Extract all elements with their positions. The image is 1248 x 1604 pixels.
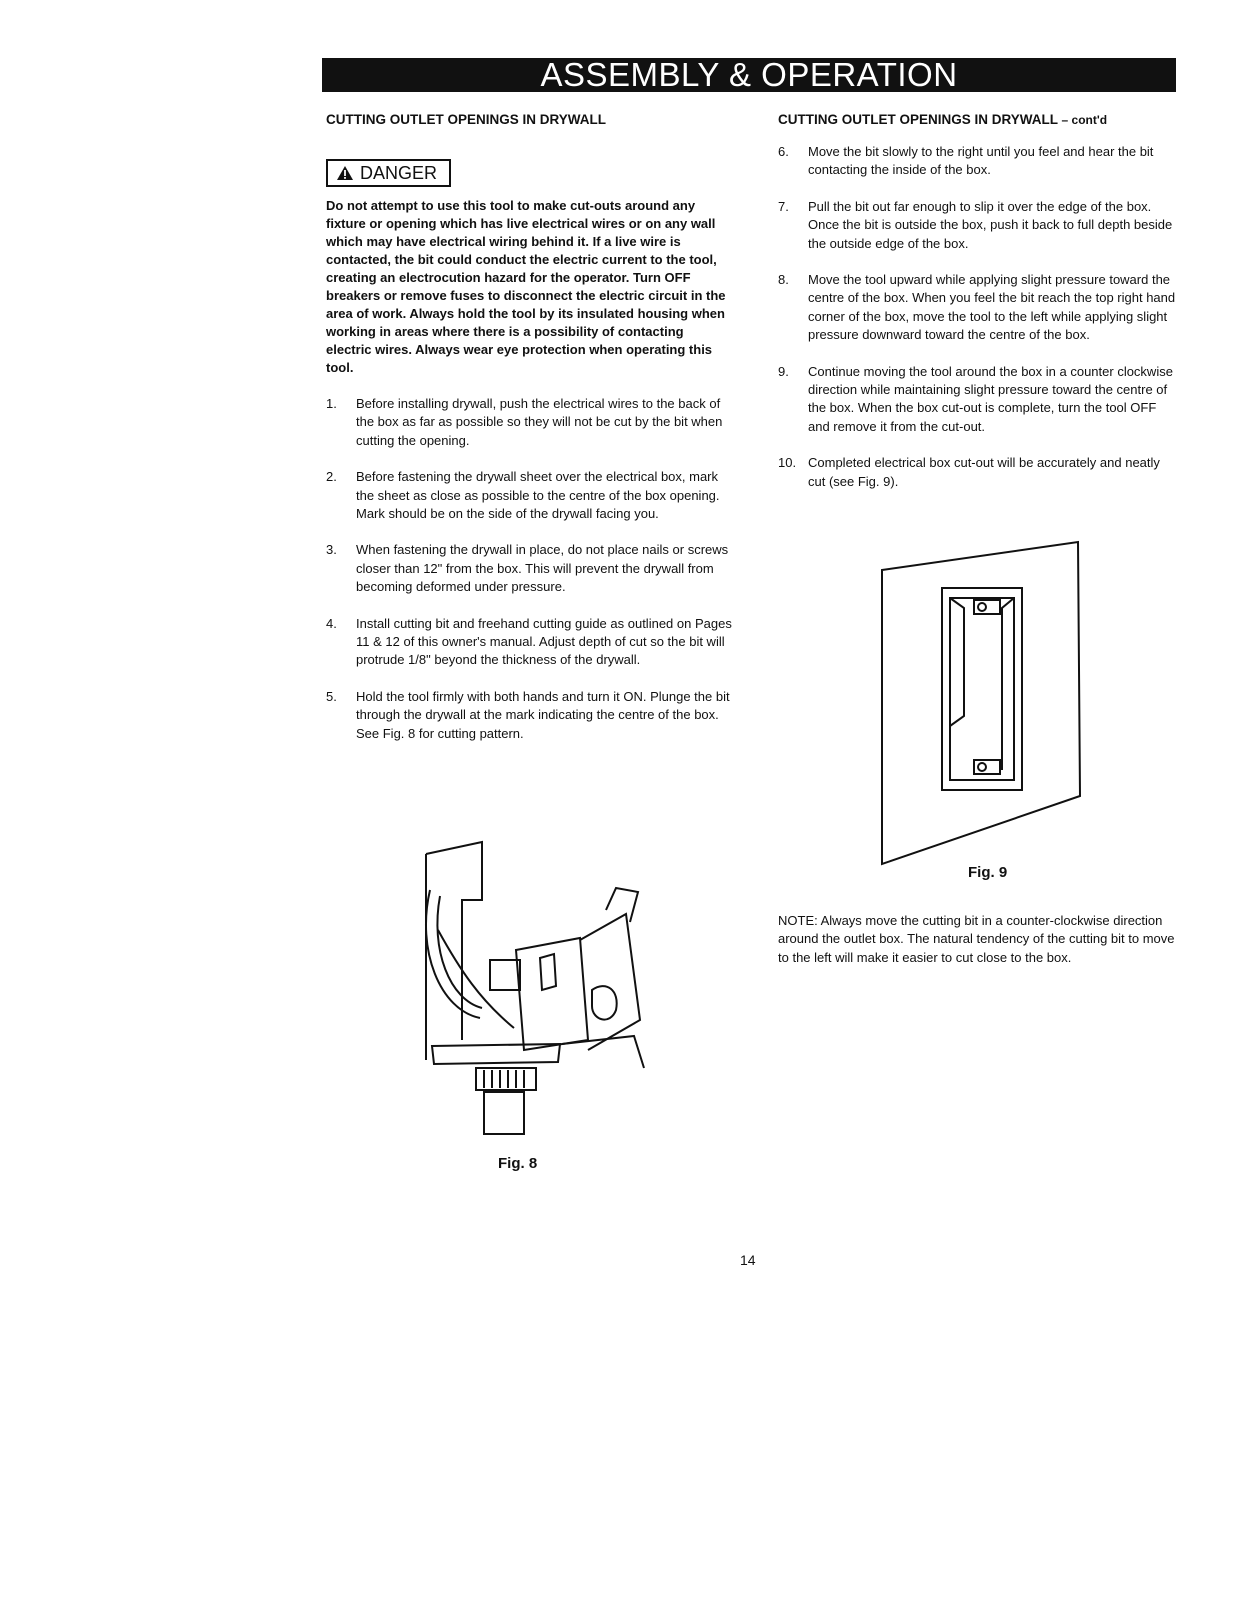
list-item: 3. When fastening the drywall in place, do not place nails or screws closer than 12" from the box. This will prevent the drywall from becoming deformed under pressure. (326, 542, 729, 595)
left-column (326, 112, 736, 761)
page-number: 14 (740, 1252, 756, 1268)
list-item: 8. Move the tool upward while applying slight pressure toward the centre of the box. When you feel the bit reach the top right hand corner of the box, move the tool to the left while applying slight pressure downward toward the centre of the box. (778, 272, 1176, 343)
list-item: 7. Pull the bit out far enough to slip it over the edge of the box. Once the bit is outside the box, push it back to full depth beside the outside edge of the box. (778, 198, 1173, 251)
list-item: 6. Move the bit slowly to the right until you feel and hear the bit contacting the inside of the box. (778, 144, 1154, 178)
list-item: 5. Hold the tool firmly with both hands and turn it ON. Plunge the bit through the drywall at the mark indicating the centre of the box. See Fig. 8 for cutting pattern. (326, 688, 730, 741)
left-steps-list (326, 395, 736, 743)
outlet-cutout-illustration (878, 538, 1084, 868)
list-item: 1. Before installing drywall, push the electrical wires to the back of the box as far as possible so they will not be cut by the bit when cutting the opening. (326, 396, 723, 448)
warning-triangle-icon (336, 165, 354, 181)
figure-8-label: Fig. 8 (498, 1155, 538, 1172)
section-banner: ASSEMBLY & OPERATION (322, 58, 1176, 92)
figure-9-label: Fig. 9 (968, 864, 1008, 881)
list-item: 10. Completed electrical box cut-out will be accurately and neatly cut (see Fig. 9). (778, 455, 1160, 489)
danger-warning-text: Do not attempt to use this tool to make cut-outs around any fixture or opening which has live electrical wires or on any wall which may have electrical wiring behind it. If a live wire is contacted, the bit could conduct the electric current to the tool, creating an electrocution hazard for the operator. Turn OFF breakers or remove fuses to disconnect the electric circuit in the area of work. Always hold the tool by its insulated housing when working in areas where there is a possibility of contacting electric wires. Always wear eye protection when operating this tool. (326, 198, 726, 375)
right-steps-list (778, 143, 1178, 491)
right-section-heading: CUTTING OUTLET OPENINGS IN DRYWALL – cont'd (778, 112, 1108, 127)
right-column (778, 112, 1178, 509)
list-item: 2. Before fastening the drywall sheet over the electrical box, mark the sheet as close as possible to the centre of the box opening. Mark should be on the side of the drywall facing you. (326, 469, 720, 522)
left-section-heading: CUTTING OUTLET OPENINGS IN DRYWALL (326, 112, 606, 127)
danger-label-box (326, 159, 451, 187)
list-item: 9. Continue moving the tool around the box in a counter clockwise direction while maintaining slight pressure toward the centre of the box. When the box cut-out is complete, turn the tool OFF and remove it from the cut-out. (778, 363, 1173, 434)
router-cutting-illustration (420, 840, 650, 1140)
cutting-direction-note: NOTE: Always move the cutting bit in a counter-clockwise direction around the outlet box. The natural tendency of the cutting bit to move to the left will make it easier to cut close to the box. (778, 913, 1175, 965)
list-item: 4. Install cutting bit and freehand cutting guide as outlined on Pages 11 & 12 of this owner's manual. Adjust depth of cut so the bit will protrude 1/8" beyond the thickness of the drywall. (326, 615, 732, 668)
danger-label: DANGER (360, 163, 438, 183)
